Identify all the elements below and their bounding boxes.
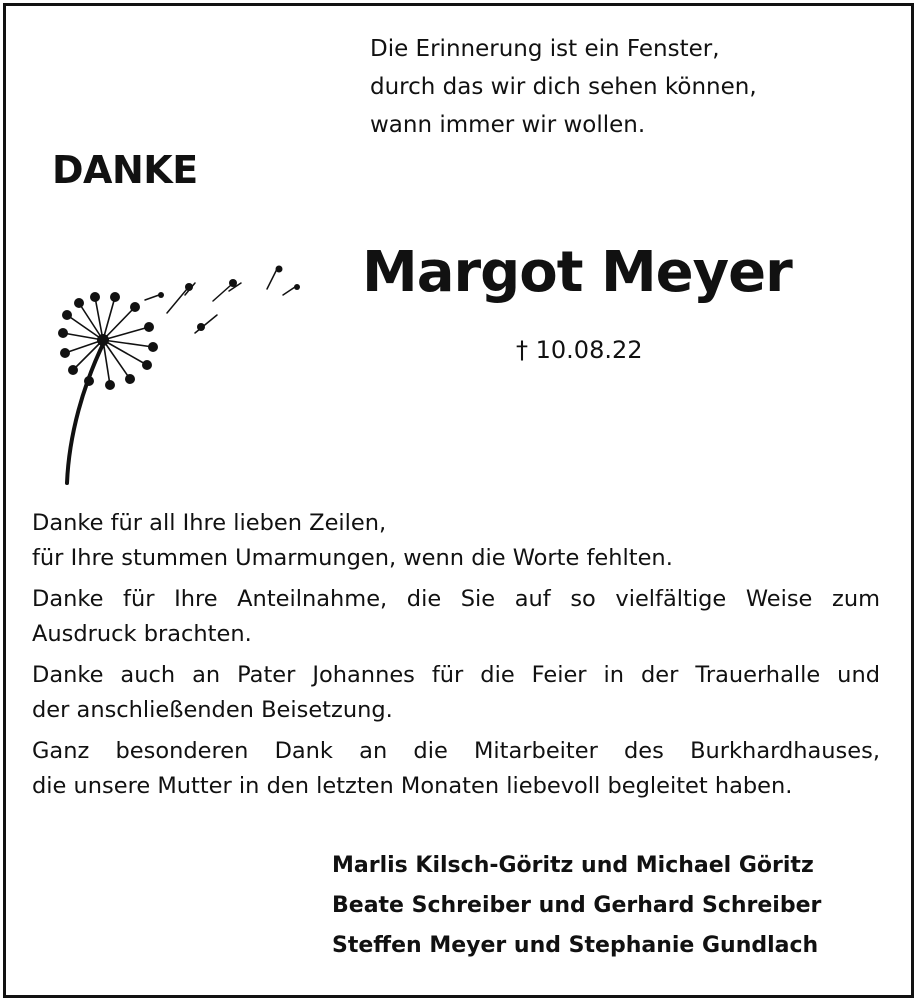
memorial-quote [370,30,757,144]
thank-you-text [32,506,880,810]
quote-line: Die Erinnerung ist ein Fenster, [370,36,720,62]
paragraph-line: Danke für Ihre Anteilnahme, die Sie auf so vielfältige Weise zum [32,586,880,612]
signer-line: Beate Schreiber und Gerhard Schreiber [332,893,822,918]
paragraph-line: Ausdruck brachten. [32,621,252,647]
death-date: † 10.08.22 [516,336,643,364]
dandelion-icon [55,255,315,490]
paragraph-line: Danke für all Ihre lieben Zeilen, [32,510,387,536]
paragraph-line: der anschließenden Beisetzung. [32,697,393,723]
thanks-paragraph [32,734,880,804]
paragraph-line: für Ihre stummen Umarmungen, wenn die Worte fehlten. [32,545,673,571]
thanks-paragraph [32,658,880,728]
quote-line: durch das wir dich sehen können, [370,74,757,100]
thanks-paragraph [32,582,880,652]
paragraph-line: Ganz besonderen Dank an die Mitarbeiter des Burkhardhauses, [32,738,880,764]
paragraph-line: die unsere Mutter in den letzten Monaten liebevoll begleitet haben. [32,773,793,799]
paragraph-line: Danke auch an Pater Johannes für die Feier in der Trauerhalle und [32,662,880,688]
quote-line: wann immer wir wollen. [370,112,646,138]
signer-line: Steffen Meyer und Stephanie Gundlach [332,933,819,958]
thanks-heading: DANKE [52,148,198,192]
signer-line: Marlis Kilsch-Göritz und Michael Göritz [332,853,814,878]
thanks-paragraph [32,506,880,576]
deceased-name: Margot Meyer [362,240,792,305]
signers-list [332,846,821,966]
